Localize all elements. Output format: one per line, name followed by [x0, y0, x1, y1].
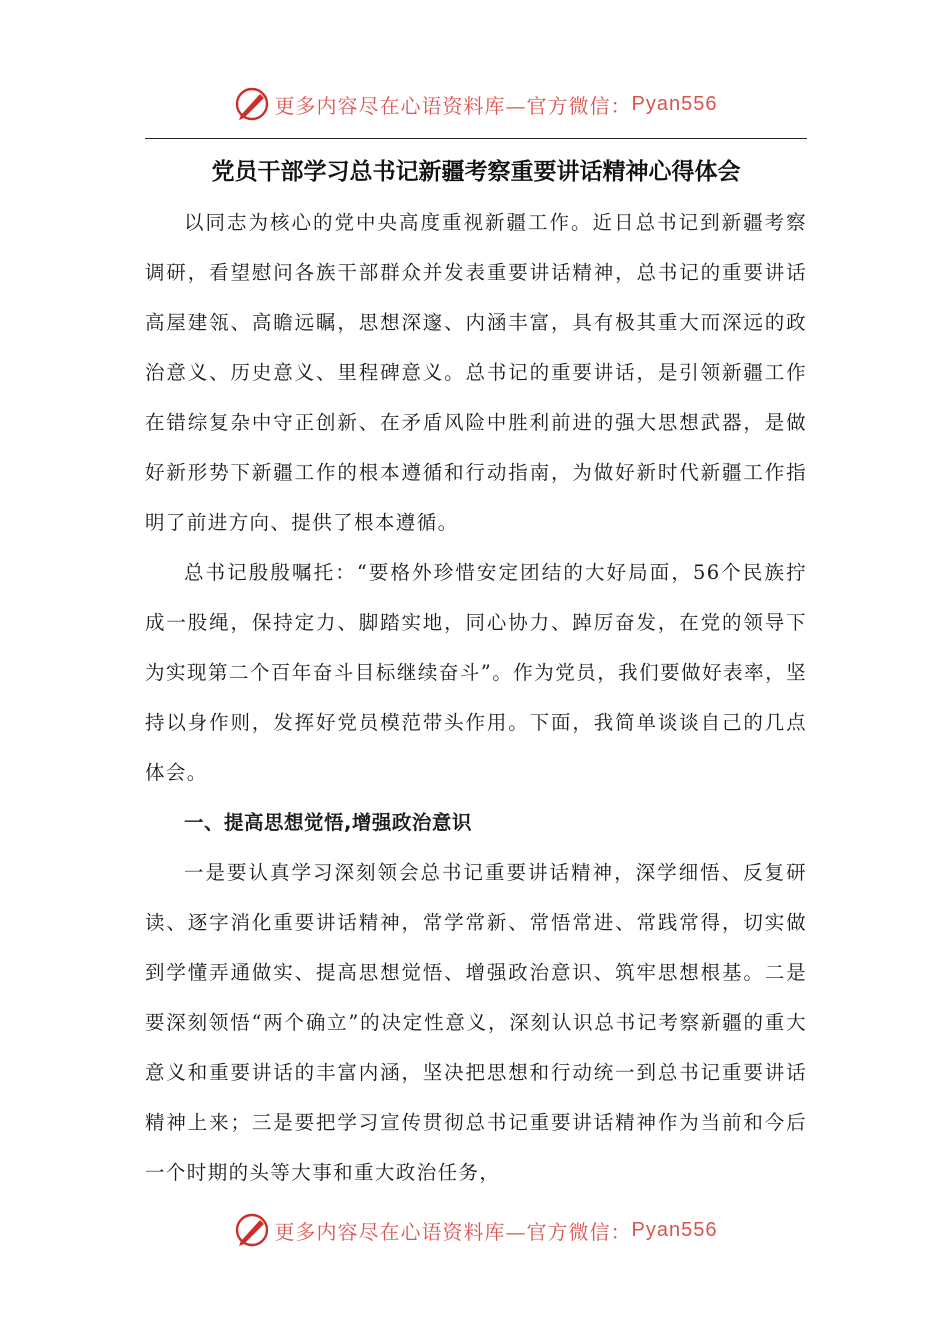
paragraph: 以同志为核心的党中央高度重视新疆工作。近日总书记到新疆考察调研，看望慰问各族干部群众并发表重要讲话精神，总书记的重要讲话高屋建瓴、高瞻远瞩，思想深邃、内涵丰富，具有极其重大而深远的政治意义、历史意义、里程碑意义。总书记的重要讲话，是引领新疆工作在错综复杂中守正创新、在矛盾风险中胜利前进的强大思想武器，是做好新形势下新疆工作的根本遵循和行动指南，为做好新时代新疆工作指明了前进方向、提供了根本遵循。 [145, 211, 807, 534]
watermark-header [0, 82, 950, 126]
pen-logo-icon [233, 85, 271, 123]
paragraph: 总书记殷殷嘱托：“要格外珍惜安定团结的大好局面，56个民族拧成一股绳，保持定力、脚踏实地，同心协力、踔厉奋发，在党的领导下为实现第二个百年奋斗目标继续奋斗”。作为党员，我们要做好表率，坚持以身作则，发挥好党员模范带头作用。下面，我简单谈谈自己的几点体会。 [145, 561, 807, 784]
document-title: 党员干部学习总书记新疆考察重要讲话精神心得体会 [211, 159, 741, 185]
watermark-id: Pyan556 [631, 1218, 718, 1241]
paragraph: 一是要认真学习深刻领会总书记重要讲话精神，深学细悟、反复研读、逐字消化重要讲话精神，常学常新、常悟常进、常践常得，切实做到学懂弄通做实、提高思想觉悟、增强政治意识、筑牢思想根基。二是要深刻领悟“两个确立”的决定性意义，深刻认识总书记考察新疆的重大意义和重要讲话的丰富内涵，坚决把思想和行动统一到总书记重要讲话精神上来；三是要把学习宣传贯彻总书记重要讲话精神作为当前和今后一个时期的头等大事和重大政治任务， [145, 861, 807, 1184]
pen-logo-icon [233, 1211, 271, 1249]
section-heading: 一、提高思想觉悟,增强政治意识 [184, 811, 472, 834]
watermark-footer [0, 1208, 950, 1252]
watermark-text: 更多内容尽在心语资料库—官方微信： [274, 93, 632, 118]
header-divider [145, 138, 807, 139]
watermark-id: Pyan556 [631, 92, 718, 115]
watermark-text: 更多内容尽在心语资料库—官方微信： [274, 1219, 632, 1244]
document-body [145, 198, 807, 1198]
